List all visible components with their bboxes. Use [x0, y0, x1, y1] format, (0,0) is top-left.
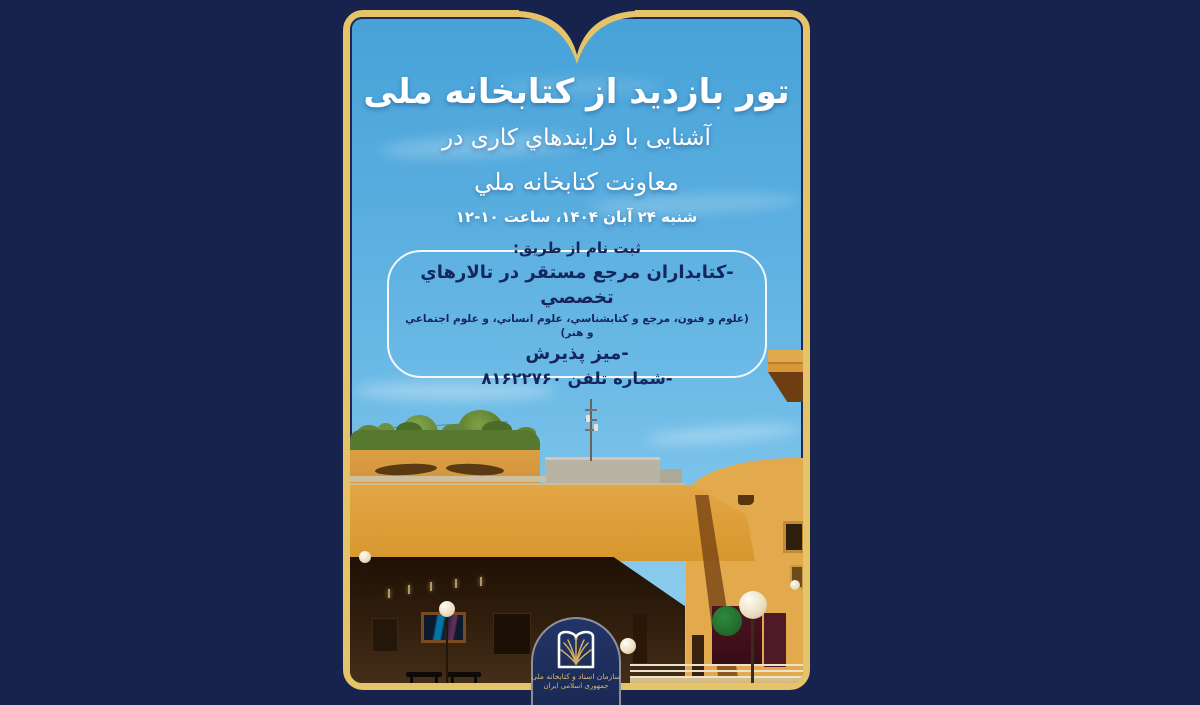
- library-logo-badge: [531, 617, 621, 705]
- bench-leg: [410, 677, 413, 683]
- window: [783, 521, 803, 553]
- logo-org-name: سازمان اسناد و کتابخانه ملی: [531, 672, 621, 681]
- banner-emblem: [712, 606, 742, 636]
- doorway: [633, 613, 647, 663]
- notice-board: [372, 618, 398, 652]
- registration-heading: ثبت نام از طریق:: [513, 239, 641, 257]
- bench-leg: [435, 677, 438, 683]
- lamp-globe: [620, 638, 636, 654]
- book-notch-icon: [519, 10, 635, 68]
- lamp-globe: [439, 601, 455, 617]
- lamp-pole: [364, 562, 366, 590]
- logo-org-country: جمهوری اسلامی ایران: [543, 682, 609, 690]
- registration-item-detail: (علوم و فنون، مرجع و کتابشناسي، علوم انساني، و علوم اجتماعي و هنر): [405, 313, 749, 339]
- main-facade: [350, 485, 755, 561]
- lamp-pole: [627, 652, 629, 683]
- doorway: [692, 635, 704, 680]
- railing: [630, 670, 803, 672]
- antenna-crossbar: [585, 409, 597, 411]
- notice-board: [493, 613, 531, 655]
- hanging-lamp: [480, 577, 482, 586]
- poster: [343, 10, 810, 690]
- poster-subtitle-2: معاونت کتابخانه ملي: [474, 168, 679, 196]
- upper-right-balcony: [768, 350, 803, 402]
- display-screen: [421, 612, 466, 643]
- bench-leg: [451, 677, 454, 683]
- poster-subtitle: آشنایی با فرایندهاي کاری در: [442, 125, 711, 151]
- lamp-pole: [446, 615, 448, 683]
- bench-leg: [474, 677, 477, 683]
- wall-spout: [738, 495, 754, 505]
- open-book-fan-emblem-icon: [556, 628, 596, 670]
- registration-item: -میز پذیرش: [525, 343, 629, 364]
- roof-coping: [350, 476, 546, 482]
- lamp-globe: [790, 580, 800, 590]
- antenna-dish: [594, 424, 598, 431]
- registration-phone: -شماره تلفن ۸۱۶۲۲۷۶۰: [481, 369, 673, 388]
- lamp-pole: [751, 617, 754, 683]
- cloud: [645, 422, 801, 448]
- railing: [630, 664, 803, 666]
- hanging-lamp: [388, 589, 390, 598]
- antenna-dish: [586, 415, 590, 422]
- poster-title: تور بازدید از کتابخانه ملی: [363, 72, 790, 112]
- terrace-floor: [630, 678, 803, 683]
- hanging-lamp: [408, 585, 410, 594]
- lamp-globe: [739, 591, 767, 619]
- wall-banner: [764, 613, 786, 667]
- hanging-lamp: [455, 579, 457, 588]
- registration-box: [387, 239, 767, 388]
- event-datetime: شنبه ۲۴ آبان ۱۴۰۴، ساعت ۱۰-۱۲: [455, 208, 698, 226]
- lamp-globe: [359, 551, 371, 563]
- hanging-lamp: [430, 582, 432, 591]
- registration-item: -کتابداران مرجع مستقر در تالارهاي تخصصي: [420, 262, 734, 308]
